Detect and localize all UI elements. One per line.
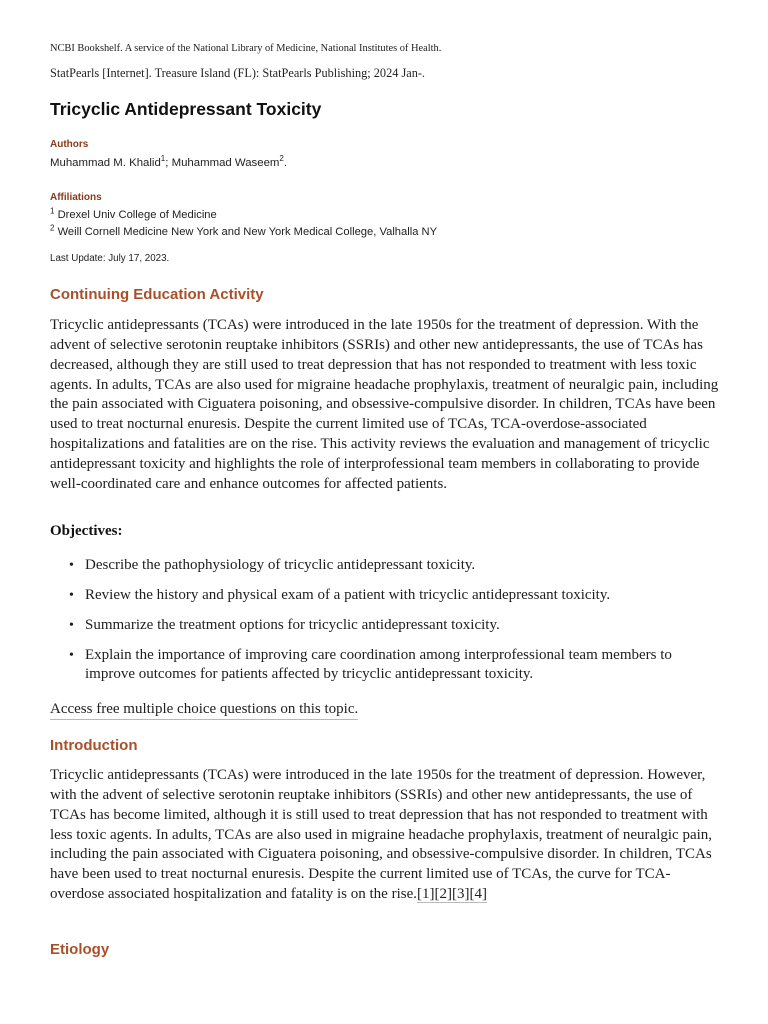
section-heading-introduction: Introduction [50, 737, 138, 754]
section-heading-etiology: Etiology [50, 941, 110, 958]
affiliation-number: 1 [50, 206, 55, 216]
citation-link[interactable]: [2] [434, 886, 452, 903]
citation-link[interactable]: [1] [416, 886, 435, 903]
ncbi-bookshelf-line: NCBI Bookshelf. A service of the National Library of Medicine, National Institutes of Health. [50, 43, 442, 54]
affiliation-number: 2 [50, 223, 55, 233]
objective-item: • Review the history and physical exam of a patient with tricyclic antidepressant toxicity. [50, 586, 690, 606]
objective-item: • Describe the pathophysiology of tricyclic antidepressant toxicity. [50, 556, 690, 576]
author-separator: ; [165, 157, 172, 169]
citation-link[interactable]: [4] [469, 886, 487, 903]
objectives-list [50, 556, 690, 695]
section-heading-continuing-education: Continuing Education Activity [50, 286, 264, 303]
author-affiliation-ref[interactable]: 2 [279, 154, 284, 164]
author-affiliation-ref[interactable]: 1 [160, 154, 166, 164]
affiliation-item [50, 223, 438, 238]
last-update: Last Update: July 17, 2023. [50, 253, 170, 264]
citation-line: StatPearls [Internet]. Treasure Island (FL): StatPearls Publishing; 2024 Jan-. [50, 66, 426, 80]
citation-link[interactable]: [3] [451, 886, 470, 903]
objective-item: • Explain the importance of improving care coordination among interprofessional team members to improve outcomes for patients affected by tricyclic antidepressant toxicity. [50, 646, 690, 686]
affiliation-item [50, 206, 217, 221]
affiliations-heading: Affiliations [50, 192, 102, 203]
author-list [50, 154, 288, 169]
objectives-label: Objectives: [50, 523, 123, 539]
author-name[interactable]: Muhammad M. Khalid [50, 157, 161, 169]
authors-heading: Authors [50, 139, 89, 150]
page-title: Tricyclic Antidepressant Toxicity [50, 99, 322, 119]
author-name[interactable]: Muhammad Waseem [171, 157, 280, 169]
introduction-paragraph [50, 766, 720, 905]
mcq-link[interactable]: Access free multiple choice questions on this topic. [50, 701, 358, 720]
affiliation-text: Drexel Univ College of Medicine [57, 209, 217, 221]
affiliation-text: Weill Cornell Medicine New York and New York Medical College, Valhalla NY [57, 226, 438, 238]
author-separator: . [283, 157, 288, 169]
objective-item: • Summarize the treatment options for tricyclic antidepressant toxicity. [50, 616, 690, 636]
introduction-text: Tricyclic antidepressants (TCAs) were introduced in the late 1950s for the treatment of depression. However, with the advent of selective serotonin reuptake inhibitors (SSRIs) and other new antidepressants, the use of TCAs has become limited, although it is still used to treat depression that has not responded to treatment with less toxic agents. In adults, TCAs are also used in migraine headache prophylaxis, treatment of neuralgic pain, including the pain associated with Ciguatera poisoning, and obsessive-compulsive disorder. In children, TCAs have been used to treat nocturnal enuresis. Despite the current limited use of TCAs, the curve for TCA-overdose associated hospitalization and fatality is on the rise. [50, 767, 713, 903]
cea-paragraph: Tricyclic antidepressants (TCAs) were introduced in the late 1950s for the treatment of depression. With the advent of selective serotonin reuptake inhibitors (SSRIs) and other new antidepressants, the use of TCAs has decreased, although they are still used to treat depression that has not responded to treatment with less toxic agents. In adults, TCAs are also used for migraine headache prophylaxis, treatment of neuralgic pain, including the pain associated with Ciguatera poisoning, and obsessive-compulsive disorder. In children, TCAs have been used to treat nocturnal enuresis. Despite the current limited use of TCAs, TCA-overdose-associated hospitalizations and fatalities are on the rise. This activity reviews the evaluation and management of tricyclic antidepressant toxicity and highlights the role of interprofessional team members in collaborating to provide well-coordinated care and enhance outcomes for affected patients. [50, 317, 719, 492]
